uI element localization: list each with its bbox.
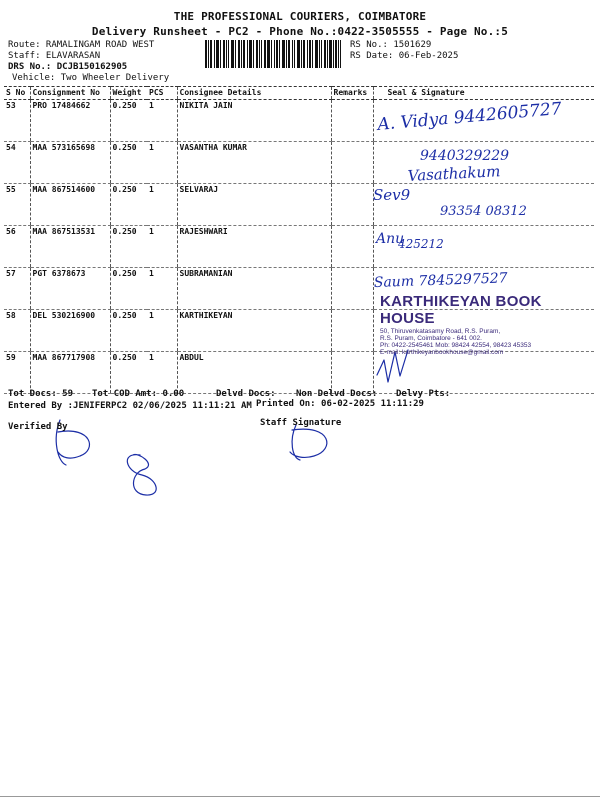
- total-docs: Tot Docs: 59: [8, 389, 74, 399]
- stamp-line-3: Ph: 0422-2545461 Mob: 98424 42554, 98423 45353: [380, 342, 532, 349]
- stamp-line-2: R.S. Puram, Coimbatore - 641 002.: [380, 335, 482, 342]
- cell-pcs: 1: [147, 226, 177, 268]
- col-seal-signature: Seal & Signature: [373, 87, 594, 100]
- cell-sno: 53: [4, 100, 30, 142]
- cell-consignee: SELVARAJ: [177, 184, 331, 226]
- staff-signature-mark: [290, 425, 327, 460]
- col-weight: Weight: [110, 87, 147, 100]
- cell-consignment: MAA 867514600: [30, 184, 110, 226]
- cell-weight: 0.250: [110, 352, 147, 394]
- initials-scribble: [127, 455, 156, 496]
- route-label: Route: RAMALINGAM ROAD WEST: [8, 40, 155, 50]
- cell-sno: 56: [4, 226, 30, 268]
- stamp-title: KARTHIKEYAN BOOK HOUSE: [380, 293, 542, 327]
- total-cod: Tot COD Amt: 0.00: [92, 389, 185, 399]
- cell-sno: 57: [4, 268, 30, 310]
- cell-consignment: MAA 867513531: [30, 226, 110, 268]
- vehicle-label: Vehicle: Two Wheeler Delivery: [12, 73, 170, 83]
- cell-weight: 0.250: [110, 226, 147, 268]
- cell-pcs: 1: [147, 100, 177, 142]
- stamp-line-1: 50, Thiruvenkatasamy Road, R.S. Puram,: [380, 328, 501, 335]
- company-title: THE PROFESSIONAL COURIERS, COIMBATORE: [173, 10, 427, 23]
- cell-pcs: 1: [147, 142, 177, 184]
- cell-sno: 54: [4, 142, 30, 184]
- signature-row-57: Saum 7845297527: [373, 270, 508, 291]
- cell-pcs: 1: [147, 184, 177, 226]
- signature-row-55-phone: 93354 08312: [440, 204, 527, 219]
- verified-by-label: Verified By: [8, 422, 68, 432]
- cell-consignee: SUBRAMANIAN: [177, 268, 331, 310]
- cell-consignment: PRO 17484662: [30, 100, 110, 142]
- non-delivered-docs: Non Delvd Docs:: [296, 389, 378, 399]
- staff-label: Staff: ELAVARASAN: [8, 51, 101, 61]
- delivered-docs: Delvd Docs:: [216, 389, 276, 399]
- signature-row-54-phone: 9440329229: [420, 148, 510, 164]
- company-stamp: [380, 293, 594, 356]
- cell-pcs: 1: [147, 268, 177, 310]
- col-consignment: Consignment No: [30, 87, 110, 100]
- drs-number: DRS No.: DCJB150162905: [8, 62, 128, 72]
- cell-sno: 55: [4, 184, 30, 226]
- page-bottom-rule: [0, 796, 600, 797]
- cell-pcs: 1: [147, 352, 177, 394]
- col-remarks: Remarks: [331, 87, 373, 100]
- cell-consignment: MAA 573165698: [30, 142, 110, 184]
- cell-consignee: ABDUL: [177, 352, 331, 394]
- cell-weight: 0.250: [110, 184, 147, 226]
- cell-consignment: PGT 6378673: [30, 268, 110, 310]
- printed-on: Printed On: 06-02-2025 11:11:29: [256, 399, 424, 409]
- signature-row-56-code: 425212: [398, 237, 444, 251]
- signature-row-55-name: Sev9: [373, 186, 411, 204]
- cell-weight: 0.250: [110, 310, 147, 352]
- cell-consignment: MAA 867717908: [30, 352, 110, 394]
- rs-date: RS Date: 06-Feb-2025: [350, 51, 459, 61]
- cell-weight: 0.250: [110, 142, 147, 184]
- cell-consignee: KARTHIKEYAN: [177, 310, 331, 352]
- cell-sno: 58: [4, 310, 30, 352]
- cell-sno: 59: [4, 352, 30, 394]
- runsheet-subtitle: Delivery Runsheet - PC2 - Phone No.:0422-3505555 - Page No.:5: [91, 25, 509, 38]
- stamp-line-4: E-mail: karthikeyanbookhouse@gmail.com: [380, 349, 504, 356]
- signature-row-53: A. Vidya 9442605727: [376, 98, 563, 135]
- cell-consignee: RAJESHWARI: [177, 226, 331, 268]
- delivery-points: Delvy Pts:: [396, 389, 451, 399]
- col-sno: S No: [4, 87, 30, 100]
- cell-pcs: 1: [147, 310, 177, 352]
- signature-row-54-name: Vasathakum: [407, 162, 501, 185]
- cell-weight: 0.250: [110, 268, 147, 310]
- staff-signature-label: Staff Signature: [260, 418, 342, 428]
- cell-consignee: NIKITA JAIN: [177, 100, 331, 142]
- signature-row-56-name: Anu: [376, 231, 405, 247]
- cell-consignee: VASANTHA KUMAR: [177, 142, 331, 184]
- col-consignee: Consignee Details: [177, 87, 331, 100]
- cell-weight: 0.250: [110, 100, 147, 142]
- col-pcs: PCS: [147, 87, 177, 100]
- cell-consignment: DEL 530216900: [30, 310, 110, 352]
- rs-number: RS No.: 1501629: [350, 40, 432, 50]
- entered-by: Entered By :JENIFERPC2 02/06/2025 11:11:21 AM: [8, 401, 252, 411]
